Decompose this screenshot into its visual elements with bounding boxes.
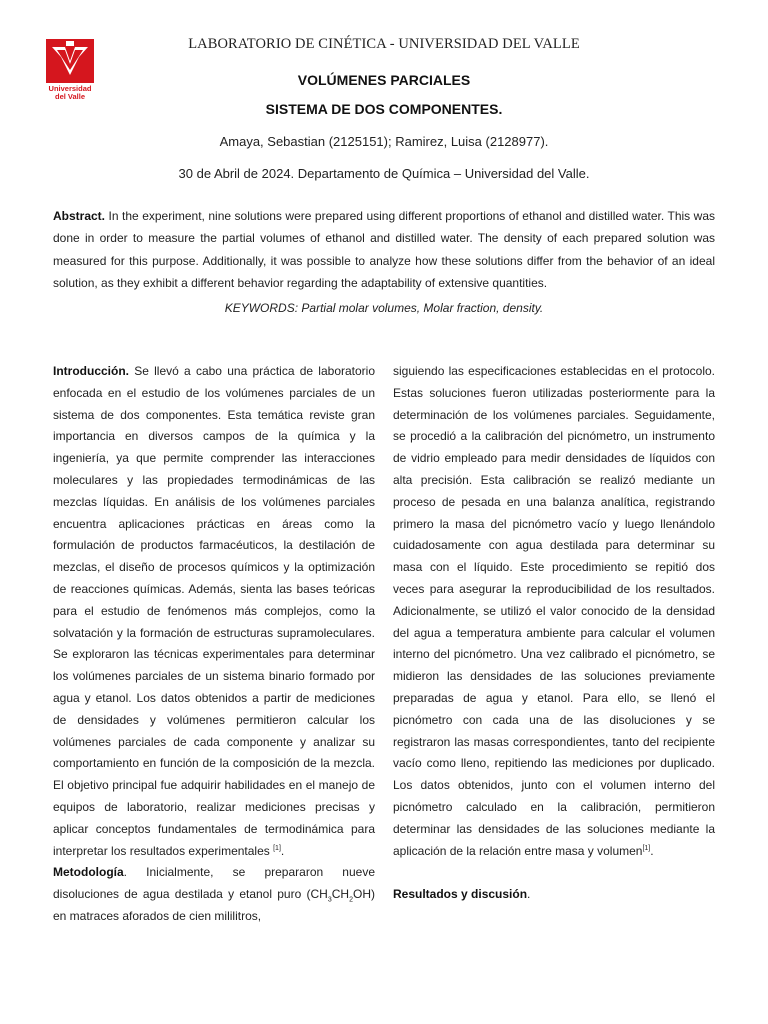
date-affiliation: 30 de Abril de 2024. Departamento de Química – Universidad del Valle.	[178, 166, 590, 181]
logo-text-line1: Universidad	[48, 84, 92, 93]
method-text-b: CH	[331, 887, 350, 902]
intro-citation: [1]	[273, 844, 281, 852]
abstract-text: In the experiment, nine solutions were prepared using different proportions of ethanol and distilled water. This was done in order to measure the partial volumes of ethanol and distilled water. The density of each prepared solution was measured for this purpose. Additionally, it was possible to analyze how these solutions differ from the behavior of an ideal solution, as they exhibit a different behavior regarding the adaptability of extensive quantities.	[53, 209, 715, 290]
method-text-c: OH) en matraces aforados de cien mililitros,	[53, 887, 375, 923]
method-sub-1: 3	[327, 896, 332, 904]
results-end: .	[527, 887, 531, 902]
keywords: KEYWORDS: Partial molar volumes, Molar fraction, density.	[224, 301, 544, 315]
results-heading: Resultados y discusión	[393, 887, 528, 902]
abstract-label: Abstract.	[53, 209, 106, 223]
method-citation: [1]	[642, 844, 651, 852]
method-text-a: . Inicialmente, se prepararon nueve disoluciones de agua destilada y etanol puro (CH	[53, 865, 375, 902]
method-end: .	[650, 843, 654, 858]
authors: Amaya, Sebastian (2125151); Ramirez, Luisa (2128977).	[219, 134, 549, 149]
paper-subtitle: SISTEMA DE DOS COMPONENTES.	[265, 101, 503, 117]
right-column	[393, 361, 715, 906]
intro-paragraph	[53, 361, 375, 862]
results-heading-line	[393, 884, 715, 906]
method-sub-2: 2	[349, 896, 353, 904]
paper-title: VOLÚMENES PARCIALES	[297, 72, 471, 88]
method-continued-text: siguiendo las especificaciones establecidas en el protocolo. Estas soluciones fueron utilizadas posteriormente para la determinación de los volúmenes parciales. Seguidamente, se procedió a la calibración del picnómetro, un instrumento de vidrio empleado para medir densidades de líquidos con alta precisión. Esta calibración se realizó mediante un proceso de pesada en una balanza analítica, registrando primero la masa del picnómetro vacío y luego llenándolo cuidadosamente con agua destilada para determinar su masa con el líquido. Este procedimiento se repitió dos veces para asegurar la reproducibilidad de los resultados. Adicionalmente, se utilizó el valor conocido de la densidad del agua a temperatura ambiente para calcular el volumen interno del picnómetro. Una vez calibrado el picnómetro, se midieron las densidades de las soluciones previamente preparadas de agua y etanol. Para ello, se llenó el picnómetro con cada una de las disoluciones y se registraron las masas correspondientes, tanto del recipiente vacío como lleno, repitiendo las mediciones por duplicado. Los datos obtenidos, junto con el volumen interno del picnómetro calculado en la calibración, permitieron determinar las densidades de las soluciones mediante la aplicación de la relación entre masa y volumen	[393, 364, 715, 858]
method-heading: Metodología	[53, 865, 124, 880]
intro-end: .	[280, 843, 285, 858]
method-paragraph	[53, 862, 375, 927]
left-column	[53, 361, 375, 928]
logo-text-line2: del Valle	[54, 92, 86, 101]
intro-heading: Introducción.	[53, 364, 129, 378]
spacer	[393, 862, 715, 884]
abstract	[53, 205, 715, 294]
intro-text: Se llevó a cabo una práctica de laboratorio enfocada en el estudio de los volúmenes parciales de un sistema de dos componentes. Esta temática reviste gran importancia en diversos campos de la química y la ingeniería, ya que permite comprender las interacciones moleculares y las propiedades termodinámicas de las mezclas líquidas. En análisis de los volúmenes parciales encuentra aplicaciones prácticas en áreas como la formulación de productos farmacéuticos, la destilación de mezclas, el diseño de procesos químicos y la optimización de reacciones químicas. Además, sienta las bases teóricas para el estudio de fenómenos más complejos, como la solvatación y la formación de estructuras supramoleculares. Se exploraron las técnicas experimentales para determinar los volúmenes parciales de un sistema binario formado por agua y etanol. Los datos obtenidos a partir de mediciones de densidades y volúmenes permitieron calcular los volúmenes parciales de cada componente y analizar su comportamiento en función de la composición de la mezcla. El objetivo principal fue adquirir habilidades en el manejo de equipos de laboratorio, realizar mediciones precisas y aplicar conceptos fundamentales de termodinámica para interpretar los resultados experimentales	[53, 364, 375, 858]
lab-header: LABORATORIO DE CINÉTICA - UNIVERSIDAD DEL VALLE	[188, 36, 580, 52]
method-continued	[393, 361, 715, 862]
